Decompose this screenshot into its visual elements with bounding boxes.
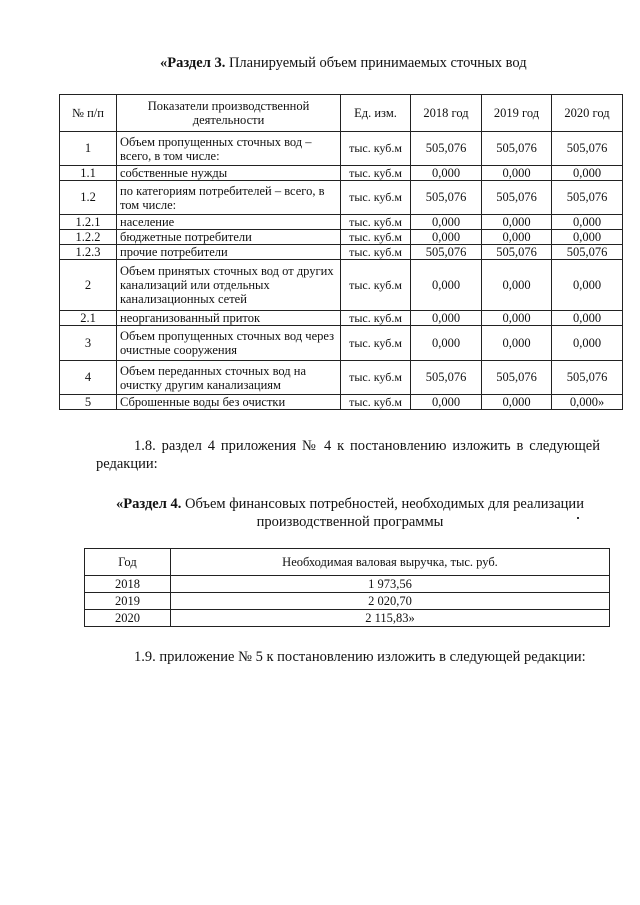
row-value-2019: 0,000 bbox=[482, 395, 552, 410]
row-value-2018: 505,076 bbox=[411, 181, 482, 215]
row-value-2020: 505,076 bbox=[552, 361, 623, 395]
section-3-title-bold: «Раздел 3. bbox=[160, 55, 226, 71]
table-row bbox=[60, 326, 623, 361]
row-unit: тыс. куб.м bbox=[341, 230, 411, 245]
table-row bbox=[60, 245, 623, 260]
row-label: население bbox=[117, 215, 341, 230]
row-num: 1.2.1 bbox=[60, 215, 117, 230]
row-value-2019: 505,076 bbox=[482, 132, 552, 166]
section-4-title bbox=[60, 495, 640, 531]
row-value-2019: 505,076 bbox=[482, 361, 552, 395]
table-row bbox=[60, 361, 623, 395]
row-unit: тыс. куб.м bbox=[341, 132, 411, 166]
row-value-2020: 505,076 bbox=[552, 245, 623, 260]
row-num: 1.1 bbox=[60, 166, 117, 181]
table-row bbox=[85, 610, 610, 627]
row-unit: тыс. куб.м bbox=[341, 245, 411, 260]
row-value-2018: 0,000 bbox=[411, 215, 482, 230]
row-num: 2.1 bbox=[60, 311, 117, 326]
row-value-2020: 505,076 bbox=[552, 132, 623, 166]
row-value-2019: 0,000 bbox=[482, 166, 552, 181]
table-row bbox=[85, 576, 610, 593]
table-row bbox=[60, 311, 623, 326]
row-value-2018: 505,076 bbox=[411, 245, 482, 260]
row-label: Объем пропущенных сточных вод через очистные сооружения bbox=[117, 326, 341, 361]
row-value-2020: 0,000 bbox=[552, 215, 623, 230]
row-unit: тыс. куб.м bbox=[341, 311, 411, 326]
row-num: 1.2.3 bbox=[60, 245, 117, 260]
row-value-2018: 0,000 bbox=[411, 260, 482, 311]
row-value-2018: 0,000 bbox=[411, 311, 482, 326]
scan-mark bbox=[577, 517, 579, 519]
row-value-2018: 0,000 bbox=[411, 395, 482, 410]
header-unit: Ед. изм. bbox=[341, 95, 411, 132]
row-value-2019: 505,076 bbox=[482, 181, 552, 215]
row-num: 5 bbox=[60, 395, 117, 410]
row-revenue: 2 020,70 bbox=[171, 593, 610, 610]
row-label: бюджетные потребители bbox=[117, 230, 341, 245]
row-unit: тыс. куб.м bbox=[341, 166, 411, 181]
row-year: 2019 bbox=[85, 593, 171, 610]
section-3-table bbox=[59, 94, 623, 410]
header-indicator: Показатели производственной деятельности bbox=[117, 95, 341, 132]
row-label: Сброшенные воды без очистки bbox=[117, 395, 341, 410]
row-value-2018: 505,076 bbox=[411, 132, 482, 166]
row-label: Объем переданных сточных вод на очистку другим канализациям bbox=[117, 361, 341, 395]
table-row bbox=[60, 132, 623, 166]
row-num: 2 bbox=[60, 260, 117, 311]
section-3-title-text: Планируемый объем принимаемых сточных вод bbox=[225, 55, 527, 71]
table-row bbox=[85, 593, 610, 610]
row-value-2018: 0,000 bbox=[411, 166, 482, 181]
row-unit: тыс. куб.м bbox=[341, 260, 411, 311]
row-label: по категориям потребителей – всего, в том числе: bbox=[117, 181, 341, 215]
row-value-2019: 0,000 bbox=[482, 230, 552, 245]
row-value-2019: 0,000 bbox=[482, 326, 552, 361]
row-unit: тыс. куб.м bbox=[341, 181, 411, 215]
header-2018: 2018 год bbox=[411, 95, 482, 132]
header-2020: 2020 год bbox=[552, 95, 623, 132]
row-value-2018: 505,076 bbox=[411, 361, 482, 395]
row-value-2020: 0,000 bbox=[552, 311, 623, 326]
row-value-2018: 0,000 bbox=[411, 326, 482, 361]
row-year: 2018 bbox=[85, 576, 171, 593]
row-value-2020: 0,000 bbox=[552, 326, 623, 361]
row-unit: тыс. куб.м bbox=[341, 326, 411, 361]
row-num: 1.2 bbox=[60, 181, 117, 215]
header-2019: 2019 год bbox=[482, 95, 552, 132]
row-value-2020: 0,000 bbox=[552, 260, 623, 311]
table-row bbox=[60, 181, 623, 215]
row-value-2018: 0,000 bbox=[411, 230, 482, 245]
row-revenue: 2 115,83» bbox=[171, 610, 610, 627]
section-4-title-text: Объем финансовых потребностей, необходимых для реализации производственной программы bbox=[181, 496, 584, 530]
section-4-table bbox=[84, 548, 610, 627]
row-value-2020: 0,000 bbox=[552, 230, 623, 245]
header-num: № п/п bbox=[60, 95, 117, 132]
row-value-2019: 0,000 bbox=[482, 311, 552, 326]
table-row bbox=[60, 230, 623, 245]
row-num: 3 bbox=[60, 326, 117, 361]
row-unit: тыс. куб.м bbox=[341, 215, 411, 230]
row-value-2020: 505,076 bbox=[552, 181, 623, 215]
row-value-2020: 0,000 bbox=[552, 166, 623, 181]
row-label: прочие потребители bbox=[117, 245, 341, 260]
row-unit: тыс. куб.м bbox=[341, 395, 411, 410]
section-3-title bbox=[160, 54, 527, 72]
row-value-2019: 505,076 bbox=[482, 245, 552, 260]
row-label: неорганизованный приток bbox=[117, 311, 341, 326]
row-value-2019: 0,000 bbox=[482, 215, 552, 230]
row-label: Объем пропущенных сточных вод – всего, в том числе: bbox=[117, 132, 341, 166]
row-unit: тыс. куб.м bbox=[341, 361, 411, 395]
row-label: собственные нужды bbox=[117, 166, 341, 181]
row-value-2020: 0,000» bbox=[552, 395, 623, 410]
row-value-2019: 0,000 bbox=[482, 260, 552, 311]
paragraph-1-9: 1.9. приложение № 5 к постановлению изложить в следующей редакции: bbox=[134, 649, 586, 665]
section-4-title-bold: «Раздел 4. bbox=[116, 496, 182, 512]
table-row bbox=[60, 215, 623, 230]
row-year: 2020 bbox=[85, 610, 171, 627]
table-row bbox=[60, 166, 623, 181]
row-num: 1 bbox=[60, 132, 117, 166]
table-row bbox=[60, 260, 623, 311]
header-year: Год bbox=[85, 549, 171, 576]
row-num: 4 bbox=[60, 361, 117, 395]
paragraph-1-8: 1.8. раздел 4 приложения № 4 к постановлению изложить в следующей редакции: bbox=[96, 438, 600, 472]
row-revenue: 1 973,56 bbox=[171, 576, 610, 593]
header-revenue: Необходимая валовая выручка, тыс. руб. bbox=[171, 549, 610, 576]
table-row bbox=[60, 395, 623, 410]
row-label: Объем принятых сточных вод от других канализаций или отдельных канализационных сетей bbox=[117, 260, 341, 311]
row-num: 1.2.2 bbox=[60, 230, 117, 245]
